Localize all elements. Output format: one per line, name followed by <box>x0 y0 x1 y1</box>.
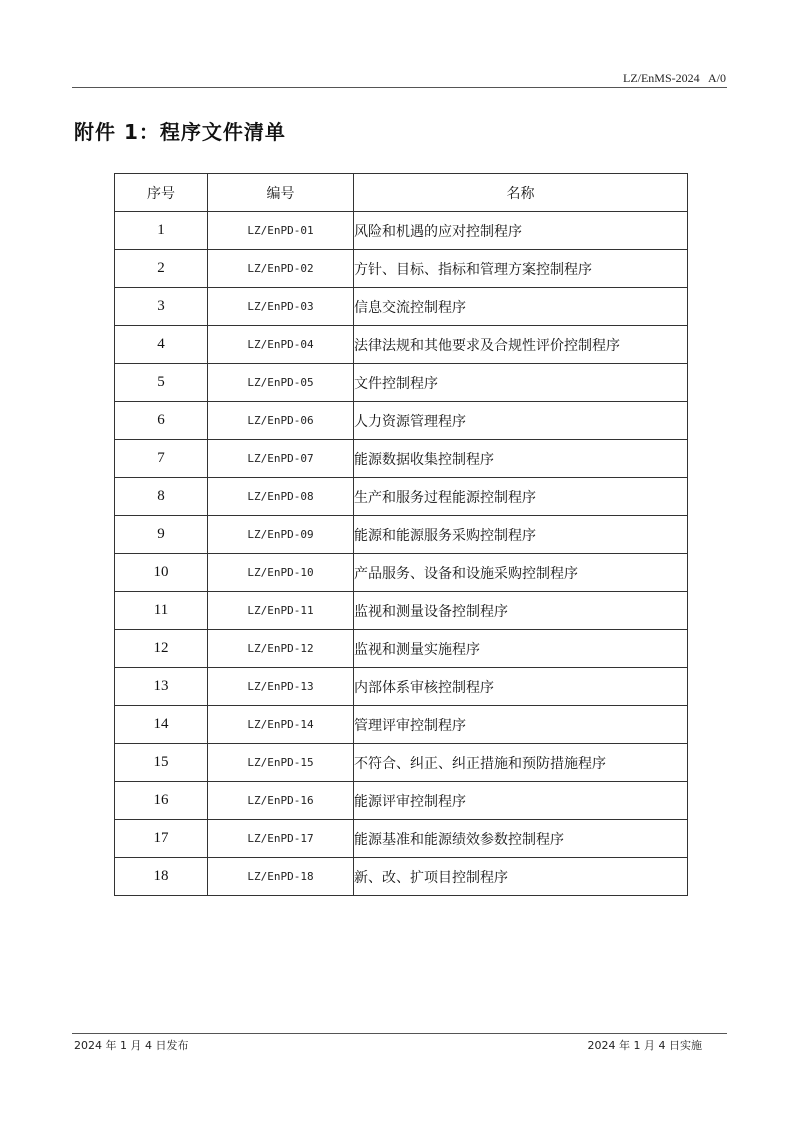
row-name-cell: 文件控制程序 <box>354 364 688 402</box>
row-code-cell: LZ/EnPD-12 <box>208 630 354 668</box>
row-number-cell: 9 <box>115 516 208 554</box>
column-header-name: 名称 <box>354 174 688 212</box>
row-number-cell: 8 <box>115 478 208 516</box>
table-row <box>115 858 688 896</box>
row-code-cell: LZ/EnPD-01 <box>208 212 354 250</box>
row-number-cell: 7 <box>115 440 208 478</box>
row-code-cell: LZ/EnPD-16 <box>208 782 354 820</box>
row-code-cell: LZ/EnPD-18 <box>208 858 354 896</box>
table-row <box>115 250 688 288</box>
row-number-cell: 15 <box>115 744 208 782</box>
row-code-cell: LZ/EnPD-04 <box>208 326 354 364</box>
column-header-code: 编号 <box>208 174 354 212</box>
table-row <box>115 554 688 592</box>
table-row <box>115 288 688 326</box>
table-row <box>115 440 688 478</box>
row-code-cell: LZ/EnPD-10 <box>208 554 354 592</box>
row-name-cell: 风险和机遇的应对控制程序 <box>354 212 688 250</box>
row-name-cell: 信息交流控制程序 <box>354 288 688 326</box>
document-code: LZ/EnMS-2024 A/0 <box>622 71 726 85</box>
row-code-cell: LZ/EnPD-06 <box>208 402 354 440</box>
row-code-cell: LZ/EnPD-14 <box>208 706 354 744</box>
row-number-cell: 3 <box>115 288 208 326</box>
issue-date: 2024 年 1 月 4 日发布 <box>74 1039 189 1052</box>
row-name-cell: 监视和测量设备控制程序 <box>354 592 688 630</box>
page-title: 附件 1：程序文件清单 <box>74 120 286 144</box>
row-name-cell: 能源和能源服务采购控制程序 <box>354 516 688 554</box>
table-row <box>115 592 688 630</box>
row-number-cell: 10 <box>115 554 208 592</box>
row-code-cell: LZ/EnPD-17 <box>208 820 354 858</box>
table-row <box>115 706 688 744</box>
table-header-row <box>115 174 688 212</box>
table-row <box>115 212 688 250</box>
row-number-cell: 2 <box>115 250 208 288</box>
table-row <box>115 516 688 554</box>
row-code-cell: LZ/EnPD-15 <box>208 744 354 782</box>
row-number-cell: 13 <box>115 668 208 706</box>
row-name-cell: 生产和服务过程能源控制程序 <box>354 478 688 516</box>
footer-rule <box>72 1033 727 1034</box>
row-name-cell: 人力资源管理程序 <box>354 402 688 440</box>
row-name-cell: 监视和测量实施程序 <box>354 630 688 668</box>
table-row <box>115 402 688 440</box>
table-row <box>115 326 688 364</box>
row-code-cell: LZ/EnPD-08 <box>208 478 354 516</box>
row-number-cell: 16 <box>115 782 208 820</box>
table-row <box>115 782 688 820</box>
row-number-cell: 11 <box>115 592 208 630</box>
row-number-cell: 12 <box>115 630 208 668</box>
row-code-cell: LZ/EnPD-07 <box>208 440 354 478</box>
row-number-cell: 17 <box>115 820 208 858</box>
row-name-cell: 方针、目标、指标和管理方案控制程序 <box>354 250 688 288</box>
row-code-cell: LZ/EnPD-09 <box>208 516 354 554</box>
row-name-cell: 能源评审控制程序 <box>354 782 688 820</box>
row-name-cell: 法律法规和其他要求及合规性评价控制程序 <box>354 326 688 364</box>
row-number-cell: 14 <box>115 706 208 744</box>
table-row <box>115 478 688 516</box>
table-row <box>115 820 688 858</box>
row-number-cell: 1 <box>115 212 208 250</box>
row-code-cell: LZ/EnPD-02 <box>208 250 354 288</box>
table-row <box>115 668 688 706</box>
row-name-cell: 能源数据收集控制程序 <box>354 440 688 478</box>
row-name-cell: 不符合、纠正、纠正措施和预防措施程序 <box>354 744 688 782</box>
row-name-cell: 管理评审控制程序 <box>354 706 688 744</box>
column-header-no: 序号 <box>115 174 208 212</box>
row-number-cell: 18 <box>115 858 208 896</box>
row-name-cell: 内部体系审核控制程序 <box>354 668 688 706</box>
table-body <box>115 212 688 896</box>
row-name-cell: 产品服务、设备和设施采购控制程序 <box>354 554 688 592</box>
row-number-cell: 4 <box>115 326 208 364</box>
row-code-cell: LZ/EnPD-03 <box>208 288 354 326</box>
procedure-document-table <box>114 173 688 896</box>
row-name-cell: 新、改、扩项目控制程序 <box>354 858 688 896</box>
row-number-cell: 6 <box>115 402 208 440</box>
row-name-cell: 能源基准和能源绩效参数控制程序 <box>354 820 688 858</box>
row-code-cell: LZ/EnPD-13 <box>208 668 354 706</box>
row-code-cell: LZ/EnPD-11 <box>208 592 354 630</box>
table-row <box>115 364 688 402</box>
row-number-cell: 5 <box>115 364 208 402</box>
table-row <box>115 744 688 782</box>
row-code-cell: LZ/EnPD-05 <box>208 364 354 402</box>
effective-date: 2024 年 1 月 4 日实施 <box>587 1039 702 1052</box>
header-rule <box>72 87 727 88</box>
table-row <box>115 630 688 668</box>
